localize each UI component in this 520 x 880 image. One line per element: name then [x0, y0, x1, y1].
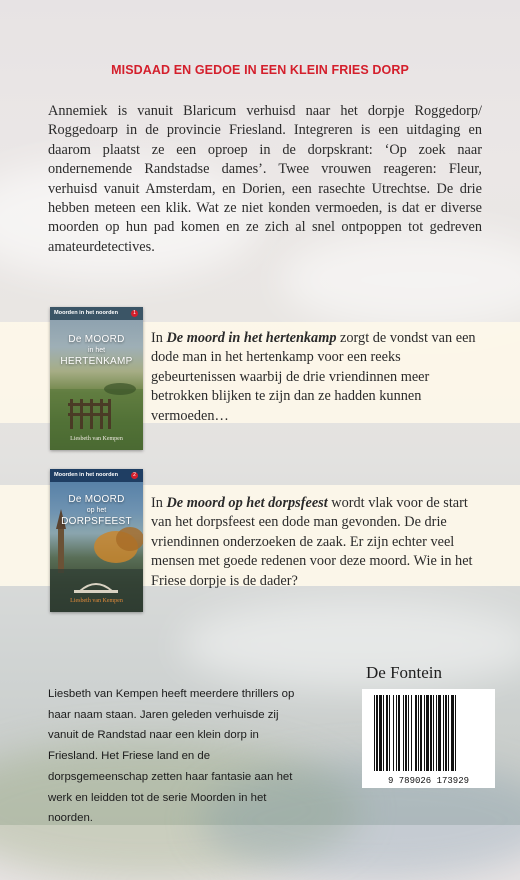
barcode-bar: [376, 695, 378, 771]
blurb-book-title: De moord in het hertenkamp: [166, 330, 337, 346]
barcode-bar: [420, 695, 422, 771]
cover-series-label: Moorden in het noorden: [54, 472, 119, 478]
intro-text: Annemiek is vanuit Blaricum verhuisd naar het dorpje Roggedorp/ Roggedoarp in de provincie Friesland. Integreren is een uitdaging en daarom plaatst ze een oproep in de dorpskrant: ‘Op zoek naar ondernemende Randstadse dames’. Twee vrouwen reageren: Fleur, verhuisd vanuit Amsterdam, en Dorien, een rasechte Utrechtse. De drie hebben meteen een klik. Wat ze niet konden vermoeden, is dat er diverse moorden op hun pad komen en ze zich al snel ontpoppen tot gedreven amateurdetectives.: [48, 103, 482, 255]
cover-title-line2: op het: [86, 507, 107, 514]
barcode-bar: [396, 695, 397, 771]
barcode-bar: [383, 695, 384, 771]
cover-series-number: 1: [131, 310, 138, 317]
barcode-graphic: [362, 689, 495, 788]
barcode-bar: [438, 695, 441, 771]
blurb-prefix: In: [151, 495, 167, 511]
background-cloud: [180, 600, 520, 690]
cover-village-image: [50, 469, 143, 612]
barcode-bar: [433, 695, 434, 771]
barcode-bar: [393, 695, 394, 771]
cover-title-line1: De MOORD: [68, 334, 125, 345]
barcode-bar: [448, 695, 449, 771]
barcode-bar: [405, 695, 407, 771]
book-blurb-dorpsfeest: [151, 494, 483, 591]
cover-series-number: 2: [131, 472, 138, 479]
barcode-bar: [426, 695, 429, 771]
barcode-bar: [424, 695, 425, 771]
barcode-bar: [443, 695, 444, 771]
barcode-bar: [379, 695, 382, 771]
cover-title-line3: HERTENKAMP: [60, 356, 133, 367]
blurb-prefix: In: [151, 330, 167, 346]
barcode-bar: [411, 695, 412, 771]
cover-series-label: Moorden in het noorden: [54, 310, 119, 316]
barcode-bar: [386, 695, 388, 771]
cover-landscape-image: [50, 307, 143, 450]
barcode-bar: [455, 695, 456, 771]
barcode-bar: [398, 695, 400, 771]
book-cover-dorpsfeest: [50, 469, 143, 612]
isbn-barcode: [362, 689, 495, 788]
author-bio: Liesbeth van Kempen heeft meerdere thrillers op haar naam staan. Jaren geleden verhuisde zij vanuit de Randstad naar een klein dorp in Friesland. Het Friese land en de dorpsgemeenschap zetten haar fantasie aan het werk en leidden tot de serie Moorden in het noorden.: [48, 688, 295, 825]
cover-author: Liesbeth van Kempen: [70, 436, 123, 442]
cover-title-line3: DORPSFEEST: [61, 516, 132, 527]
barcode-bar: [408, 695, 409, 771]
book-cover-hertenkamp: [50, 307, 143, 450]
barcode-bar: [418, 695, 419, 771]
isbn-digits: 9 789026 173929: [387, 776, 470, 786]
tagline: MISDAAD EN GEDOE IN EEN KLEIN FRIES DORP: [111, 63, 409, 77]
barcode-bar: [415, 695, 417, 771]
barcode-bar: [389, 695, 390, 771]
barcode-bar: [374, 695, 375, 771]
blurb-text: zorgt de vondst van een dode man in het hertenkamp voor een reeks gebeurtenissen waarbij de drie vriendinnen meer betrokken blijken te zijn dan ze hadden kunnen vermoeden…: [151, 330, 476, 424]
book-blurb-hertenkamp: [151, 329, 483, 426]
barcode-bar: [451, 695, 454, 771]
cover-title-line2: in het: [87, 347, 106, 354]
barcode-bar: [430, 695, 432, 771]
blurb-book-title: De moord op het dorpsfeest: [166, 495, 328, 511]
cover-author: Liesbeth van Kempen: [70, 598, 123, 604]
barcode-bar: [445, 695, 447, 771]
barcode-bar: [403, 695, 404, 771]
publisher-name: De Fontein: [366, 663, 443, 682]
barcode-bar: [436, 695, 437, 771]
blurb-text: wordt vlak voor de start van het dorpsfeest een dode man gevonden. De drie vriendinnen onderzoeken de zaak. Er zijn echter veel mensen met goede redenen voor deze moord. Wie in het Friese dorpje is de dader?: [151, 495, 473, 589]
cover-title-line1: De MOORD: [68, 494, 125, 505]
